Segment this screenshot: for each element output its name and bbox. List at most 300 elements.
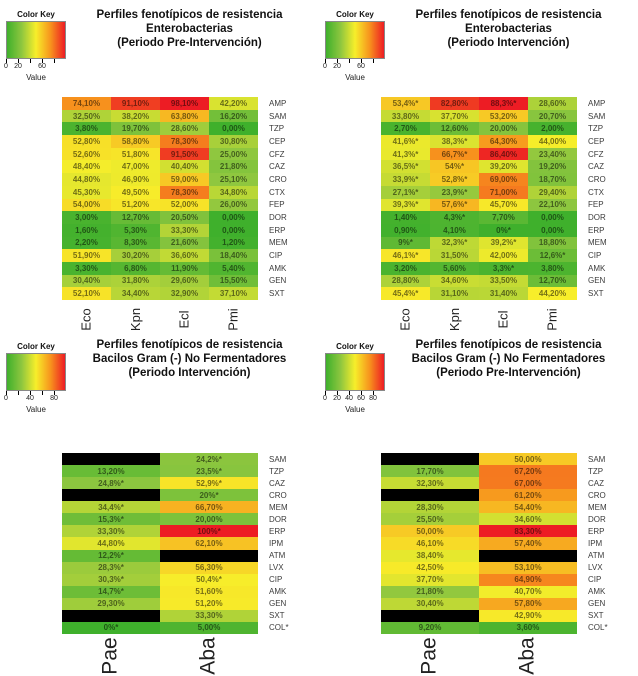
heatmap-grid [381, 453, 577, 634]
heatmap-cell: 15,50% [209, 275, 258, 288]
heatmap-row [62, 501, 258, 513]
heatmap-row-label: LVX [269, 563, 284, 573]
heatmap-cell: 18,80% [528, 237, 577, 250]
heatmap-cell: 51,20% [111, 199, 160, 212]
heatmap-row-label: CRO [588, 174, 606, 184]
heatmap-cell: 52,00% [160, 199, 209, 212]
panel-title-line: (Periodo Pre-Intervención) [117, 37, 262, 50]
heatmap-row [381, 237, 577, 250]
color-key-tick-label: 80 [369, 395, 377, 402]
heatmap-cell: 31,10% [430, 287, 479, 300]
heatmap-row [62, 275, 258, 288]
heatmap-row [381, 122, 577, 135]
heatmap-cell: 49,50% [111, 186, 160, 199]
heatmap-row-label: SAM [269, 454, 287, 464]
heatmap-cell [381, 610, 479, 622]
heatmap-row-label: TZP [588, 466, 604, 476]
heatmap-column-slot [62, 636, 160, 676]
heatmap-cell: 69,00% [479, 173, 528, 186]
heatmap-cell: 42,20% [209, 97, 258, 110]
heatmap-row-label: AMP [588, 98, 606, 108]
heatmap-cell [160, 550, 258, 562]
heatmap-row-label: SXT [588, 611, 604, 621]
heatmap-cell: 33,30% [160, 610, 258, 622]
heatmap-cell: 42,00% [479, 249, 528, 262]
color-key-value-label: Value [345, 73, 365, 82]
heatmap-cell: 21,60% [160, 237, 209, 250]
heatmap-cell: 3,30% [62, 262, 111, 275]
heatmap-row [62, 287, 258, 300]
heatmap-cell: 40,40% [160, 160, 209, 173]
heatmap-cell: 17,70% [381, 465, 479, 477]
heatmap-row-label: MEM [588, 502, 607, 512]
heatmap-cell: 34,4%* [62, 501, 160, 513]
heatmap-cell: 98,10% [160, 97, 209, 110]
heatmap-row [381, 97, 577, 110]
color-key [6, 342, 66, 414]
heatmap-cell: 54,40% [479, 501, 577, 513]
heatmap-cell: 31,40% [479, 287, 528, 300]
heatmap-cell: 100%* [160, 525, 258, 537]
heatmap-cell: 44,80% [62, 173, 111, 186]
heatmap-cell: 21,80% [209, 160, 258, 173]
heatmap-row [62, 110, 258, 123]
heatmap-cell: 14,7%* [62, 586, 160, 598]
heatmap-cell: 66,70% [160, 501, 258, 513]
heatmap-cell: 23,40% [528, 148, 577, 161]
heatmap-column-labels [381, 636, 577, 676]
heatmap-cell [479, 550, 577, 562]
heatmap-row [62, 574, 258, 586]
heatmap-row [381, 537, 577, 549]
heatmap-row-labels [264, 453, 316, 634]
heatmap-row-label: CFZ [588, 149, 604, 159]
heatmap-column-slot [381, 303, 430, 336]
heatmap-cell: 23,9%* [430, 186, 479, 199]
color-key-title: Color Key [336, 10, 374, 19]
heatmap-cell: 36,5%* [381, 160, 430, 173]
heatmap-cell: 48,40% [62, 160, 111, 173]
color-key-tick-labels [325, 63, 385, 71]
heatmap-row-label: ATM [588, 551, 605, 561]
heatmap-cell [381, 453, 479, 465]
heatmap-cell: 24,2%* [160, 453, 258, 465]
heatmap-cell [62, 610, 160, 622]
heatmap-cell: 44,00% [528, 135, 577, 148]
heatmap-cell [62, 489, 160, 501]
heatmap-cell: 63,80% [160, 110, 209, 123]
panel-title-line: Perfiles fenotípicos de resistencia [96, 9, 283, 21]
heatmap-row [62, 477, 258, 489]
panel-title-line: Enterobacterias [465, 23, 552, 36]
heatmap-panel-bgn-pre [319, 338, 638, 676]
column-label: Eco [79, 308, 94, 331]
heatmap-cell: 32,90% [160, 287, 209, 300]
heatmap-grid [381, 97, 577, 300]
heatmap-cell: 82,80% [430, 97, 479, 110]
color-key-tick-label: 0 [4, 63, 8, 70]
heatmap-cell: 57,40% [479, 537, 577, 549]
heatmap-cell: 42,50% [381, 562, 479, 574]
heatmap-cell: 54%* [430, 160, 479, 173]
heatmap-row [381, 513, 577, 525]
heatmap-cell: 66,7%* [430, 148, 479, 161]
heatmap-row-label: CTX [588, 187, 604, 197]
heatmap-cell: 45,70% [479, 199, 528, 212]
column-label: Kpn [127, 307, 143, 332]
heatmap-row-labels [583, 97, 635, 300]
heatmap-row-label: MEM [588, 238, 607, 248]
heatmap-cell: 3,3%* [479, 262, 528, 275]
heatmap-cell: 6,80% [111, 262, 160, 275]
heatmap-row-label: CEP [269, 136, 286, 146]
heatmap-cell: 51,60% [160, 586, 258, 598]
heatmap-cell: 1,20% [209, 237, 258, 250]
heatmap-cell: 56,30% [160, 562, 258, 574]
heatmap-cell: 5,30% [111, 224, 160, 237]
heatmap-cell: 61,20% [479, 489, 577, 501]
heatmap-row [381, 110, 577, 123]
heatmap-cell: 9%* [381, 237, 430, 250]
heatmap-row-label: CRO [269, 490, 287, 500]
heatmap-cell: 15,3%* [62, 513, 160, 525]
heatmap-row-label: DOR [269, 514, 287, 524]
heatmap-cell: 86,40% [479, 148, 528, 161]
panel-title-line: (Periodo Intervención) [447, 37, 570, 50]
heatmap-row [381, 173, 577, 186]
heatmap-row-label: ATM [269, 551, 286, 561]
heatmap-column-slot [528, 303, 577, 336]
heatmap-row-labels [264, 97, 316, 300]
heatmap-cell: 88,3%* [479, 97, 528, 110]
heatmap-cell: 19,70% [111, 122, 160, 135]
heatmap-column-slot [62, 303, 111, 336]
panel-title-line: (Periodo Intervención) [128, 367, 251, 380]
heatmap-row-label: AMK [269, 263, 287, 273]
heatmap-cell: 28,60% [160, 122, 209, 135]
heatmap-row-label: GEN [588, 599, 606, 609]
heatmap-cell: 57,80% [479, 598, 577, 610]
heatmap-row-label: CAZ [269, 162, 285, 172]
heatmap-row-label: SXT [588, 289, 604, 299]
heatmap-cell: 42,90% [479, 610, 577, 622]
heatmap-row-label: MEM [269, 502, 288, 512]
heatmap-cell: 50,4%* [160, 574, 258, 586]
heatmap-cell: 67,20% [479, 465, 577, 477]
heatmap-column-labels [381, 303, 577, 336]
heatmap-cell: 38,20% [111, 110, 160, 123]
heatmap-cell: 57,6%* [430, 199, 479, 212]
heatmap-cell: 64,90% [479, 574, 577, 586]
heatmap-row [381, 224, 577, 237]
heatmap-cell: 34,40% [111, 287, 160, 300]
heatmap-row-label: SAM [588, 454, 606, 464]
heatmap-row-label: ERP [269, 526, 286, 536]
heatmap-row [381, 622, 577, 634]
heatmap-cell: 8,30% [111, 237, 160, 250]
heatmap-row-label: FEP [269, 200, 285, 210]
heatmap-column-labels [62, 636, 258, 676]
heatmap-cell [62, 453, 160, 465]
color-key-tick-label: 0 [323, 63, 327, 70]
heatmap-cell: 28,30% [381, 501, 479, 513]
heatmap-cell: 47,00% [111, 160, 160, 173]
heatmap-cell: 78,30% [160, 186, 209, 199]
color-key [325, 342, 385, 414]
heatmap-cell: 91,50% [160, 148, 209, 161]
heatmap-row-label: GEN [269, 276, 287, 286]
heatmap-cell: 9,20% [381, 622, 479, 634]
color-key-tick-label: 0 [323, 395, 327, 402]
heatmap-cell: 39,20% [479, 160, 528, 173]
heatmap-row-label: SAM [269, 111, 287, 121]
heatmap-cell: 83,30% [479, 525, 577, 537]
heatmap-cell: 45,4%* [381, 287, 430, 300]
heatmap-row-label: CAZ [588, 478, 604, 488]
panel-title [381, 338, 636, 380]
heatmap-cell: 30,80% [209, 135, 258, 148]
heatmap-cell: 0,00% [528, 211, 577, 224]
heatmap-row [62, 97, 258, 110]
panel-title [381, 8, 636, 50]
color-key-tick-label: 20 [14, 63, 22, 70]
heatmap-cell: 0,90% [381, 224, 430, 237]
heatmap-row-label: ERP [588, 225, 605, 235]
heatmap-cell: 23,5%* [160, 465, 258, 477]
heatmap-row-label: COL* [269, 623, 289, 633]
heatmap-row [381, 610, 577, 622]
color-key-title: Color Key [17, 342, 55, 351]
column-label: Aba [516, 637, 539, 675]
heatmap-column-slot [381, 636, 479, 676]
heatmap-row [381, 275, 577, 288]
color-key-tick-label: 20 [333, 395, 341, 402]
heatmap-cell: 34,60% [479, 513, 577, 525]
heatmap-cell: 21,80% [381, 586, 479, 598]
heatmap-cell: 3,00% [62, 211, 111, 224]
color-key [325, 10, 385, 82]
heatmap-panel-bgn-intervencion [0, 338, 319, 676]
heatmap-row [62, 513, 258, 525]
heatmap-cell: 4,3%* [430, 211, 479, 224]
heatmap-cell: 33,80% [381, 110, 430, 123]
heatmap-column-slot [479, 303, 528, 336]
heatmap-cell: 58,80% [111, 135, 160, 148]
heatmap-row-label: CTX [269, 187, 285, 197]
heatmap-column-slot [160, 636, 258, 676]
heatmap-cell: 37,70% [430, 110, 479, 123]
column-label: Ecl [177, 310, 192, 329]
column-label: Eco [398, 308, 413, 331]
heatmap-cell: 46,10% [381, 537, 479, 549]
heatmap-cell: 5,40% [209, 262, 258, 275]
heatmap-cell: 0,00% [209, 122, 258, 135]
heatmap-cell: 53,4%* [381, 97, 430, 110]
heatmap-row [62, 249, 258, 262]
heatmap-cell: 2,70% [381, 122, 430, 135]
heatmap-cell: 30,40% [62, 275, 111, 288]
column-label: Ecl [496, 310, 511, 329]
heatmap-cell: 19,20% [528, 160, 577, 173]
heatmap-cell: 5,00% [160, 622, 258, 634]
heatmap-cell: 32,3%* [430, 237, 479, 250]
heatmap-cell: 64,30% [479, 135, 528, 148]
column-label: Pae [418, 637, 441, 675]
heatmap-row [381, 249, 577, 262]
heatmap-cell: 52,60% [62, 148, 111, 161]
color-key [6, 10, 66, 82]
heatmap-row-label: MEM [269, 238, 288, 248]
heatmap-panel-enterobacterias-pre [0, 0, 319, 338]
heatmap-row-label: SXT [269, 611, 285, 621]
heatmap-row-label: IPM [269, 538, 284, 548]
heatmap-row [381, 550, 577, 562]
heatmap-row-label: ERP [588, 526, 605, 536]
color-key-title: Color Key [17, 10, 55, 19]
heatmap-row [381, 586, 577, 598]
heatmap-row-label: TZP [588, 124, 604, 134]
heatmap-cell: 52,9%* [160, 477, 258, 489]
heatmap-row [381, 562, 577, 574]
column-label: Aba [197, 637, 220, 675]
heatmap-cell: 1,40% [381, 211, 430, 224]
heatmap-row-label: CEP [588, 136, 605, 146]
color-key-value-label: Value [26, 73, 46, 82]
heatmap-row-label: CIP [269, 251, 283, 261]
heatmap-cell: 46,1%* [381, 249, 430, 262]
panel-title [62, 8, 317, 50]
color-key-value-label: Value [345, 405, 365, 414]
color-key-tick-label: 60 [357, 395, 365, 402]
heatmap-row-label: IPM [588, 538, 603, 548]
heatmap-row-label: LVX [588, 563, 603, 573]
color-key-tick-label: 40 [345, 395, 353, 402]
heatmap-row-label: AMK [588, 263, 606, 273]
heatmap-cell: 33,50% [479, 275, 528, 288]
heatmap-cell: 38,40% [381, 550, 479, 562]
heatmap-cell: 0%* [62, 622, 160, 634]
heatmap-cell: 20%* [160, 489, 258, 501]
heatmap-cell [381, 489, 479, 501]
heatmap-cell: 78,30% [160, 135, 209, 148]
heatmap-row-label: CIP [588, 575, 602, 585]
heatmap-cell: 2,20% [62, 237, 111, 250]
heatmap-row [62, 610, 258, 622]
heatmap-grid [62, 453, 258, 634]
heatmap-cell: 91,10% [111, 97, 160, 110]
color-key-tick-label: 40 [26, 395, 34, 402]
heatmap-cell: 3,80% [62, 122, 111, 135]
heatmap-row-label: CFZ [269, 149, 285, 159]
heatmap-cell: 12,2%* [62, 550, 160, 562]
heatmap-cell: 4,10% [430, 224, 479, 237]
heatmap-row-label: CRO [588, 490, 606, 500]
heatmap-cell: 50,00% [381, 525, 479, 537]
heatmap-cell: 22,10% [528, 199, 577, 212]
heatmap-cell: 16,20% [209, 110, 258, 123]
panel-title-line: Enterobacterias [146, 23, 233, 36]
heatmap-column-slot [479, 636, 577, 676]
heatmap-cell: 28,60% [528, 97, 577, 110]
heatmap-row [62, 211, 258, 224]
heatmap-cell: 0%* [479, 224, 528, 237]
heatmap-cell: 51,80% [111, 148, 160, 161]
heatmap-cell: 20,50% [160, 211, 209, 224]
heatmap-cell: 51,20% [160, 598, 258, 610]
heatmap-cell: 3,80% [528, 262, 577, 275]
color-key-title: Color Key [336, 342, 374, 351]
heatmap-cell: 50,00% [479, 453, 577, 465]
color-key-tick-labels [6, 395, 66, 403]
heatmap-row [381, 148, 577, 161]
heatmap-cell: 51,90% [62, 249, 111, 262]
heatmap-row [62, 622, 258, 634]
heatmap-cell: 25,00% [209, 148, 258, 161]
heatmap-cell: 37,10% [209, 287, 258, 300]
heatmap-cell: 12,70% [111, 211, 160, 224]
heatmap-row [62, 598, 258, 610]
heatmap-row-label: ERP [269, 225, 286, 235]
heatmap-row-label: SAM [588, 111, 606, 121]
heatmap-row-label: DOR [588, 213, 606, 223]
heatmap-row [381, 465, 577, 477]
heatmap-row-label: TZP [269, 124, 285, 134]
heatmap-cell: 62,10% [160, 537, 258, 549]
heatmap-column-slot [209, 303, 258, 336]
heatmap-cell: 31,80% [111, 275, 160, 288]
heatmap-cell: 7,70% [479, 211, 528, 224]
heatmap-cell: 38,3%* [430, 135, 479, 148]
heatmap-row-labels [583, 453, 635, 634]
heatmap-column-slot [430, 303, 479, 336]
heatmap-row [381, 199, 577, 212]
heatmap-cell: 71,00% [479, 186, 528, 199]
heatmap-cell: 25,10% [209, 173, 258, 186]
heatmap-row-label: AMK [269, 587, 287, 597]
heatmap-row [62, 453, 258, 465]
heatmap-row [381, 211, 577, 224]
color-key-tick-label: 0 [4, 395, 8, 402]
panel-title-line: (Periodo Pre-Intervención) [436, 367, 581, 380]
color-key-gradient [6, 21, 66, 59]
heatmap-cell: 30,3%* [62, 574, 160, 586]
heatmap-cell: 52,8%* [430, 173, 479, 186]
heatmap-cell: 30,20% [111, 249, 160, 262]
heatmap-row [381, 287, 577, 300]
heatmap-cell: 29,40% [528, 186, 577, 199]
heatmap-cell: 30,40% [381, 598, 479, 610]
heatmap-cell: 3,20% [381, 262, 430, 275]
heatmap-cell: 52,10% [62, 287, 111, 300]
heatmap-column-slot [160, 303, 209, 336]
heatmap-grid [62, 97, 258, 300]
heatmap-row [62, 537, 258, 549]
heatmap-cell: 34,80% [209, 186, 258, 199]
heatmap-row [381, 160, 577, 173]
heatmap-row [62, 199, 258, 212]
heatmap-cell: 12,70% [528, 275, 577, 288]
heatmap-row [381, 489, 577, 501]
heatmap-cell: 36,60% [160, 249, 209, 262]
heatmap-cell: 53,10% [479, 562, 577, 574]
heatmap-row [62, 135, 258, 148]
heatmap-row [62, 173, 258, 186]
heatmap-column-labels [62, 303, 258, 336]
heatmap-cell: 59,00% [160, 173, 209, 186]
heatmap-row [62, 224, 258, 237]
heatmap-cell: 20,00% [479, 122, 528, 135]
color-key-gradient [6, 353, 66, 391]
